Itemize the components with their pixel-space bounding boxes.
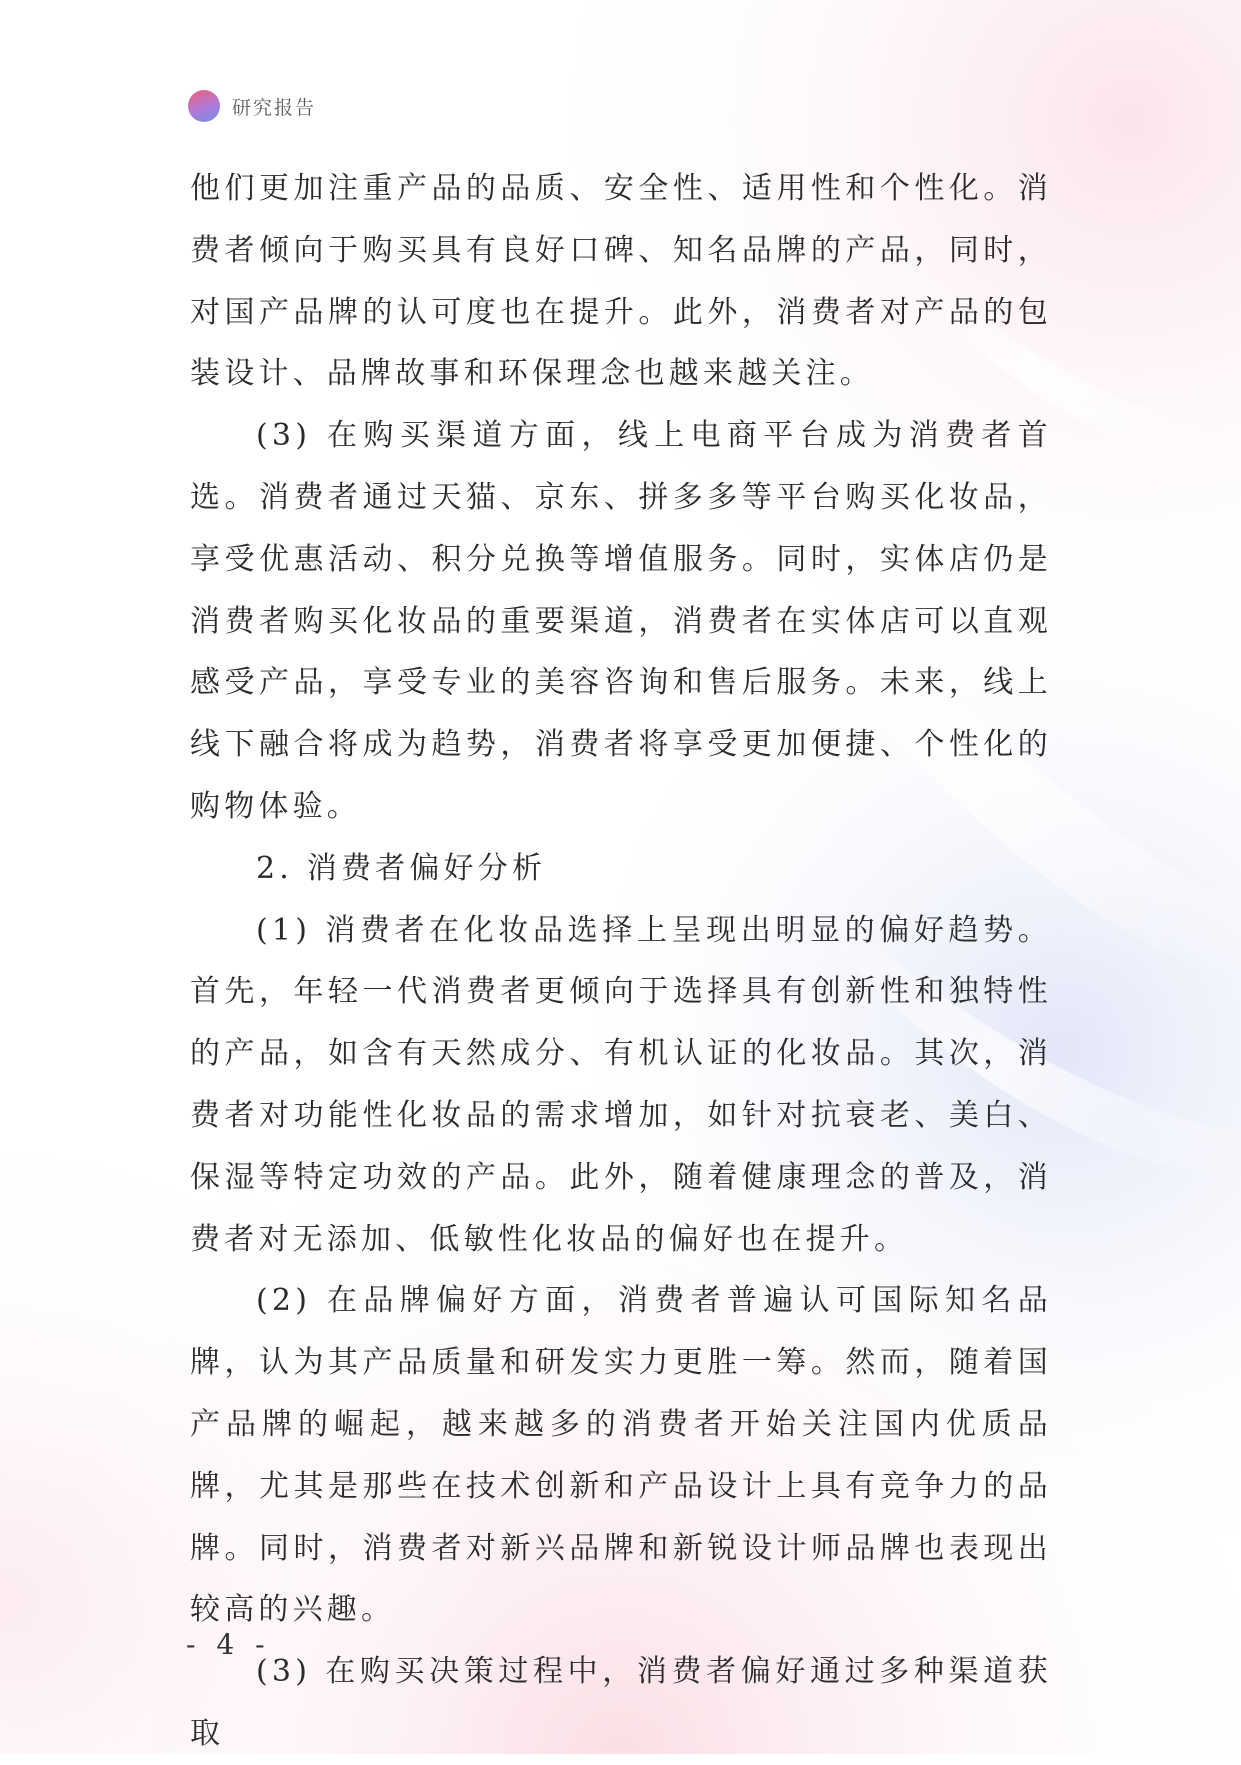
document-body [190, 158, 1052, 1765]
report-logo-icon [188, 90, 220, 122]
paragraph-purchase-channels: (3) 在购买渠道方面，线上电商平台成为消费者首选。消费者通过天猫、京东、拼多多等平台购买化妆品，享受优惠活动、积分兑换等增值服务。同时，实体店仍是消费者购买化妆品的重要渠道，消费者在实体店可以直观感受产品，享受专业的美容咨询和售后服务。未来，线上线下融合将成为趋势，消费者将享受更加便捷、个性化的购物体验。 [190, 418, 1052, 824]
paragraph-preference-trends: (1) 消费者在化妆品选择上呈现出明显的偏好趋势。首先，年轻一代消费者更倾向于选择具有创新性和独特性的产品，如含有天然成分、有机认证的化妆品。其次，消费者对功能性化妆品的需求增加，如针对抗衰老、美白、保湿等特定功效的产品。此外，随着健康理念的普及，消费者对无添加、低敏性化妆品的偏好也在提升。 [190, 912, 1052, 1257]
report-header-title: 研究报告 [232, 96, 317, 119]
section-heading-consumer-preference: 2. 消费者偏好分析 [256, 850, 547, 886]
report-header [188, 88, 316, 124]
page-number: - 4 - [186, 1628, 271, 1661]
paragraph-brand-preference: (2) 在品牌偏好方面，消费者普遍认可国际知名品牌，认为其产品质量和研发实力更胜一筹。然而，随着国产品牌的崛起，越来越多的消费者开始关注国内优质品牌，尤其是那些在技术创新和产品设计上具有竞争力的品牌。同时，消费者对新兴品牌和新锐设计师品牌也表现出较高的兴趣。 [190, 1283, 1052, 1628]
paragraph-purchase-decision: (3) 在购买决策过程中，消费者偏好通过多种渠道获取 [190, 1654, 1052, 1751]
paragraph-consumer-focus: 他们更加注重产品的品质、安全性、适用性和个性化。消费者倾向于购买具有良好口碑、知名品牌的产品，同时，对国产品牌的认可度也在提升。此外，消费者对产品的包装设计、品牌故事和环保理念也越来越关注。 [190, 171, 1052, 392]
